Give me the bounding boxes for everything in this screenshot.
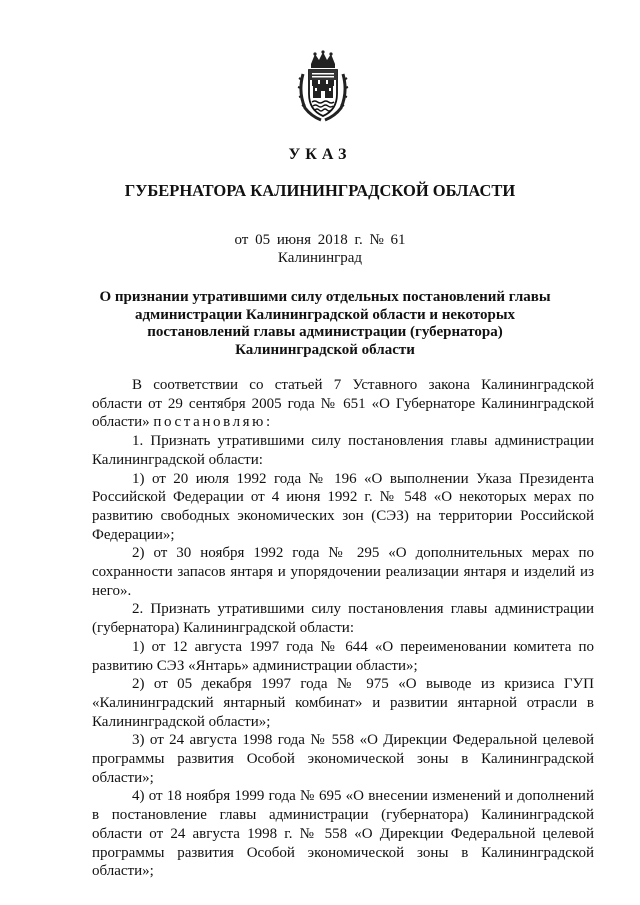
city: Калининград (277, 250, 363, 266)
clause-1-item-2: 2) от 30 ноября 1992 года № 295 «О дополнительных мерах по сохранности запасов янтаря и упорядочении реализации янтаря и изделий из него». (92, 545, 594, 599)
intro-paragraph (92, 376, 594, 432)
clause-2-item-3: 3) от 24 августа 1998 года № 558 «О Дирекции Федеральной целевой программы развития Особой экономической зоны в Калининградской области»; (92, 732, 594, 786)
issuer-title: ГУБЕРНАТОРА КАЛИНИНГРАДСКОЙ ОБЛАСТИ (124, 181, 516, 200)
decree-word: постановляю: (153, 414, 273, 431)
clause-2: 2. Признать утратившими силу постановления главы администрации (губернатора) Калининградской области: (92, 601, 594, 637)
decree-body (92, 376, 594, 881)
decree-subject: О признании утратившими силу отдельных постановлений главы администрации Калининградской области и некоторых постановлений главы администрации (губернатора) Калининградской области (99, 289, 551, 358)
coat-of-arms-emblem (297, 50, 349, 122)
date-number-line: от 05 июня 2018 г. № 61 (234, 232, 406, 248)
clause-1: 1. Признать утратившими силу постановления главы администрации Калининградской области: (92, 433, 594, 468)
clause-2-item-1: 1) от 12 августа 1997 года № 644 «О переименовании комитета по развитию СЭЗ «Янтарь» администрации области»; (92, 638, 594, 674)
intro-text: В соответствии со статьей 7 Уставного закона Калининградской области от 29 сентября 2005 года № 651 «О Губернаторе Калининградской области» (92, 377, 594, 431)
clause-1-item-1: 1) от 20 июля 1992 года № 196 «О выполнении Указа Президента Российской Федерации от 4 июня 1992 г. № 548 «О некоторых мерах по развитию свободных экономических зон (СЭЗ) на территории Российской Федерации»; (92, 470, 594, 543)
document-type: УКАЗ (288, 146, 352, 163)
clause-2-item-4: 4) от 18 ноября 1999 года № 695 «О внесении изменений и дополнений в постановление главы администрации (губернатора) Калининградской области от 24 августа 1998 г. № 558 «О Дирекции Федеральной целевой программы развития Особой экономической зоны в Калининградской области»; (92, 788, 594, 880)
clause-2-item-2: 2) от 05 декабря 1997 года № 975 «О выводе из кризиса ГУП «Калининградский янтарный комбинат» и развитии янтарной отрасли в Калининградской области»; (92, 676, 594, 730)
